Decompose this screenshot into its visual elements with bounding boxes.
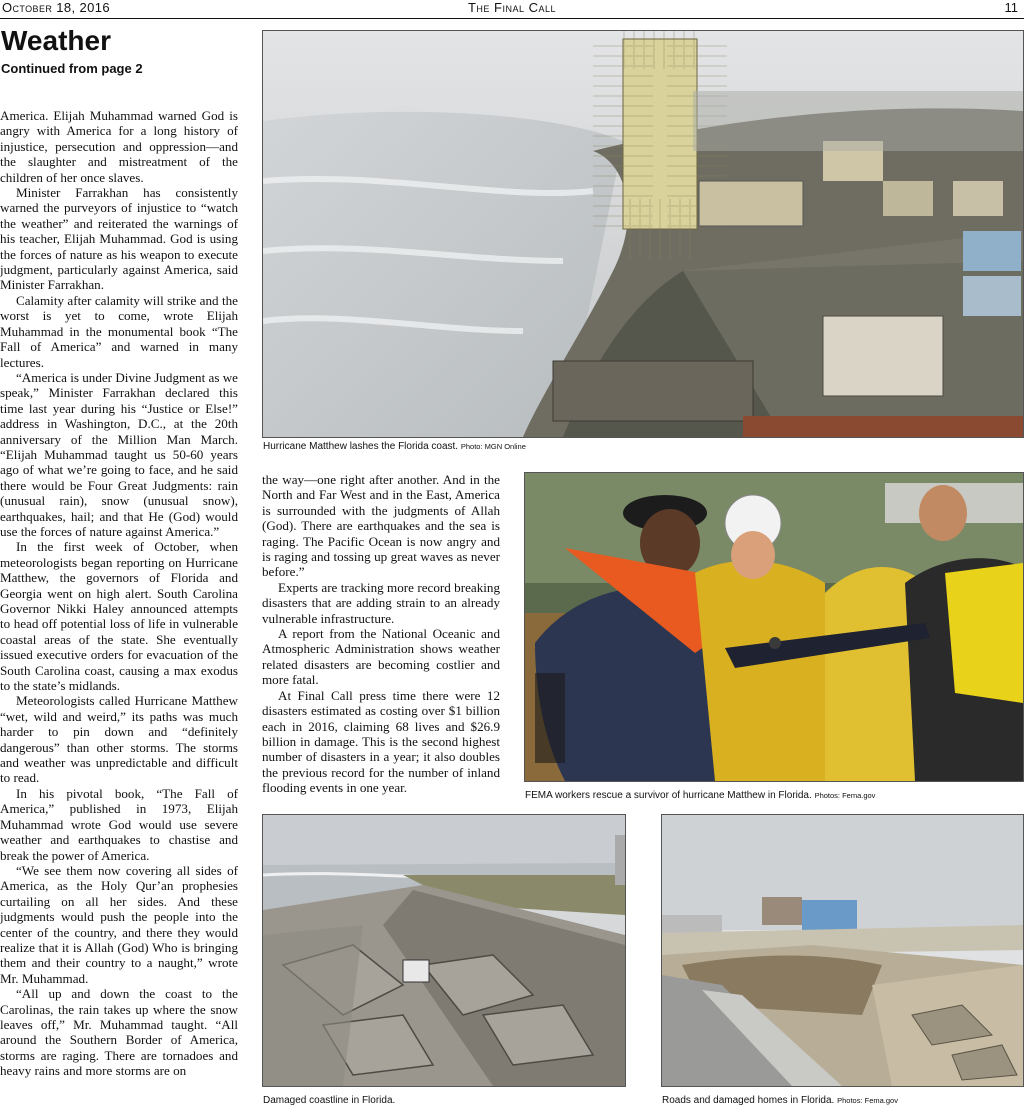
damaged-roads-image (662, 815, 1023, 1086)
main-photo-caption (263, 441, 526, 452)
roads-photo-credit: Photos: Fema.gov (837, 1096, 898, 1105)
damaged-roads-photo (661, 814, 1024, 1087)
hurricane-aerial-photo (262, 30, 1024, 438)
paragraph: “We see them now covering all sides of America, as the Holy Qur’an prophesies curtailing on all her sides. And these judgments would push the people into the center of the country, and there they would realize that it is Allah (God) Who is bringing them and their country to a naught,” wrote Mr. Muhammad. (0, 862, 238, 986)
rescue-photo-caption-text: FEMA workers rescue a survivor of hurricane Matthew in Florida. (525, 790, 812, 801)
paragraph: Experts are tracking more record breaking disasters that are adding strain to an already vulnerable infrastructure. (262, 579, 500, 626)
paragraph: Meteorologists called Hurricane Matthew “wet, wild and weird,” its paths was much harder to pin down and “definitely dangerous” than other storms. The storms and weather was unpredictable and difficult to read. (0, 693, 238, 786)
paragraph: “All up and down the coast to the Carolinas, the rain takes up where the snow leaves off,” Mr. Muhammad taught. “All around the Southern Border of America, storms are raging. There are tornadoes and heavy rains and more storms are on (0, 986, 238, 1079)
rescue-photo-credit: Photos: Fema.gov (814, 791, 876, 800)
article-column-1 (0, 108, 238, 1108)
article-headline: Weather (1, 25, 111, 56)
paragraph: America. Elijah Muhammad warned God is angry with America for a long history of injustice, persecution and oppression—and the slaughter and mistreatment of the children of her once slaves. (0, 108, 238, 185)
damaged-coastline-image (263, 815, 625, 1086)
coastline-photo-caption-text: Damaged coastline in Florida. (263, 1095, 396, 1106)
paragraph: “America is under Divine Judgment as we speak,” Minister Farrakhan declared this time last year during his “Justice or Else!” address in Washington, D.C., at the 20th anniversary of the Million Man March. “Elijah Muhammad taught us 50-60 years ago of what we’re going to face, and he said there would be Four Great Judgments: rain (unusual rain), snow (unusual snow), earthquakes, hail; and that He (God) would use the forces of nature against America.” (0, 369, 238, 539)
masthead (0, 0, 1024, 19)
paragraph: At Final Call press time there were 12 disasters estimated as costing over $1 billion each in 2016, claiming 68 lives and $26.9 billion in damage. This is the second highest number of disasters in a year; it also doubles the previous record for the number of inland flooding events in one year. (262, 687, 500, 796)
main-photo-credit: Photo: MGN Online (460, 442, 526, 451)
roads-photo-caption-text: Roads and damaged homes in Florida. (662, 1095, 835, 1106)
paragraph: Calamity after calamity will strike and the worst is yet to come, wrote Elijah Muhammad in the monumental book “The Fall of America” and warned in many lectures. (0, 292, 238, 370)
roads-photo-caption (662, 1095, 898, 1106)
continued-label: Continued from page 2 (1, 61, 143, 76)
issue-date: October 18, 2016 (2, 0, 111, 15)
fema-rescue-photo (524, 472, 1024, 782)
paragraph: A report from the National Oceanic and Atmospheric Administration shows weather related disasters are becoming costlier and more fatal. (262, 626, 500, 688)
paragraph: In the first week of October, when meteorologists began reporting on Hurricane Matthew, the governors of Florida and Georgia went on high alert. South Carolina Governor Nikki Haley announced attempts to head off potential loss of life in vulnerable coastal areas of the state. She eventually issued executive orders for evacuation of the South Carolina coast, causing a max exodus to the state’s midlands. (0, 539, 238, 694)
hurricane-aerial-image (263, 31, 1023, 437)
paragraph: the way—one right after another. And in the North and Far West and in the East, America is surrounded with the judgments of Allah (God). There are earthquakes and the sea is raging. The Pacific Ocean is now angry and is raging and tossing up great waves as never before.” (262, 472, 500, 580)
paragraph: In his pivotal book, “The Fall of America,” published in 1973, Elijah Muhammad wrote God would use severe weather and earthquakes to chastise and break the power of America. (0, 785, 238, 863)
page-number: 11 (1004, 0, 1018, 15)
damaged-coastline-photo (262, 814, 626, 1087)
publication-name: The Final Call (467, 0, 557, 15)
rescue-photo-caption (525, 790, 875, 801)
article-column-2 (262, 472, 500, 802)
fema-rescue-image (525, 473, 1023, 781)
paragraph: Minister Farrakhan has consistently warned the purveyors of injustice to “watch the weather” and reiterated the warnings of his teacher, Elijah Muhammad. God is using the forces of nature as his weapon to execute judgment, particularly against America, said Minister Farrakhan. (0, 185, 238, 293)
coastline-photo-caption (263, 1095, 395, 1106)
main-photo-caption-text: Hurricane Matthew lashes the Florida coast. (263, 441, 459, 452)
